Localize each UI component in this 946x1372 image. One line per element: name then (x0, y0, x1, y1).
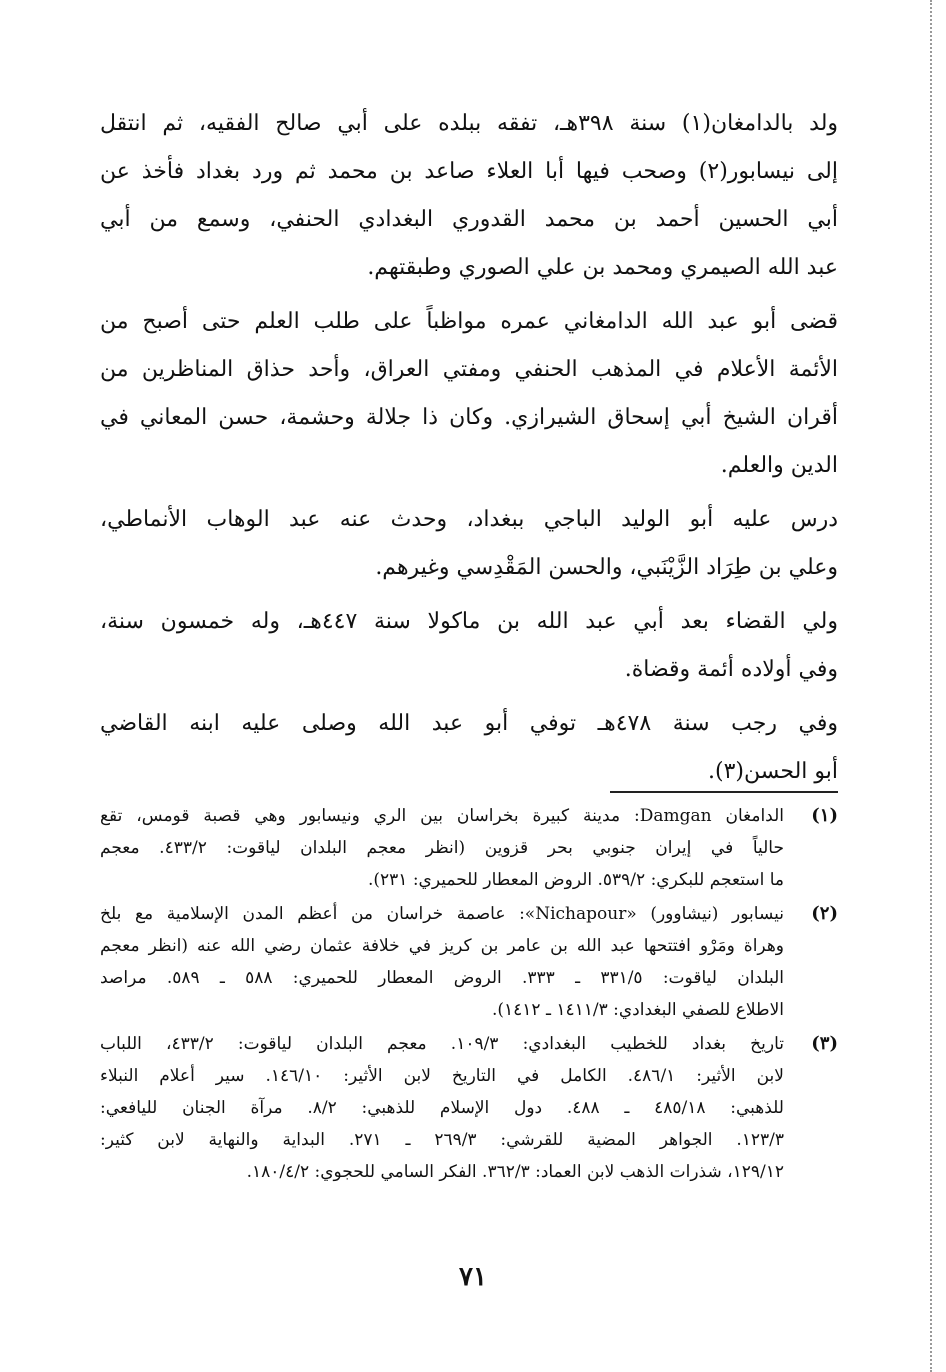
main-text (100, 100, 838, 802)
paragraph (100, 598, 838, 694)
footnote-line: نيسابور (نيشاوور) «Nichapour»: عاصمة خراسان من أعظم المدن الإسلامية مع بلخ (100, 904, 784, 924)
footnote-line: ١٢٩/١٢، شذرات الذهب لابن العماد: ٣٦٢/٣. الفكر السامي للحجوي: ١٨٠/٤/٢. (246, 1162, 784, 1182)
text-line: وفي رجب سنة ٤٧٨هـ توفي أبو عبد الله وصلى عليه ابنه القاضي (100, 711, 838, 736)
text-line: وعلي بن طِرَاد الزَّيْنَبي، والحسن المَقْدِسي وغيرهم. (375, 555, 838, 580)
text-line: أبي الحسين أحمد بن محمد القدوري البغدادي الحنفي، وسمع من أبي (100, 207, 838, 232)
footnotes (100, 800, 838, 1190)
footnote (100, 1028, 838, 1188)
page-edge-dotted-border (930, 0, 932, 1372)
text-line: وفي أولاده أئمة وقضاة. (624, 657, 838, 682)
text-line: أبو الحسن(٣). (708, 759, 838, 784)
footnote-separator (610, 791, 838, 793)
footnote-line: ما استعجم للبكري: ٥٣٩/٢. الروض المعطار للحميري: ٢٣١). (367, 870, 784, 890)
text-line: الأئمة الأعلام في المذهب الحنفي ومفتي العراق، وأحد حذاق المناظرين من (100, 357, 838, 382)
footnote-line: الاطلاع للصفي البغدادي: ١٤١١/٣ ـ ١٤١٢). (491, 1000, 784, 1020)
text-line: قضى أبو عبد الله الدامغاني عمره مواظباً على طلب العلم حتى أصبح من (100, 309, 838, 334)
page-number: ٧١ (459, 1262, 487, 1292)
footnote-line: للذهبي: ٤٨٥/١٨ ـ ٤٨٨. دول الإسلام للذهبي: ٨/٢. مرآة الجنان لليافعي: (100, 1098, 784, 1118)
footnote-number: (٣) (811, 1033, 838, 1054)
footnote-line: وهراة ومَرْو افتتحها عبد الله بن عامر بن كريز في خلافة عثمان رضي الله عنه (انظر معجم (100, 936, 784, 956)
text-line: أقران الشيخ أبي إسحاق الشيرازي. وكان ذا جلالة وحشمة، حسن المعاني في (100, 405, 838, 430)
footnote (100, 800, 838, 896)
footnote-line: الدامغان Damgan: مدينة كبيرة بخراسان بين الري ونيسابور وهي قصبة قومس، تقع (100, 806, 784, 826)
footnote-line: تاريخ بغداد للخطيب البغدادي: ١٠٩/٣. معجم البلدان لياقوت: ٤٣٣/٢، اللباب (100, 1034, 784, 1054)
paragraph (100, 100, 838, 292)
footnote-line: البلدان لياقوت: ٣٣١/٥ ـ ٣٣٣. الروض المعطار للحميري: ٥٨٨ ـ ٥٨٩. مراصد (100, 968, 785, 988)
paragraph (100, 496, 838, 592)
footnote-number: (٢) (811, 903, 838, 924)
footnote-number: (١) (811, 805, 838, 826)
footnote-line: حالياً في إيران جنوبي بحر قزوين (انظر معجم البلدان لياقوت: ٤٣٣/٢. معجم (100, 838, 784, 858)
text-line: إلى نيسابور(٢) وصحب فيها أبا العلاء صاعد بن محمد ثم ورد بغداد فأخذ عن (100, 159, 838, 184)
text-line: ولد بالدامغان(١) سنة ٣٩٨هـ، تفقه ببلده على أبي صالح الفقيه، ثم انتقل (100, 111, 839, 136)
text-line: ولي القضاء بعد أبي عبد الله بن ماكولا سنة ٤٤٧هـ، وله خمسون سنة، (100, 609, 838, 634)
text-line: الدين والعلم. (720, 453, 838, 478)
text-line: عبد الله الصيمري ومحمد بن علي الصوري وطبقتهم. (367, 255, 838, 280)
text-line: درس عليه أبو الوليد الباجي ببغداد، وحدث عنه عبد الوهاب الأنماطي، (100, 507, 838, 532)
paragraph (100, 298, 838, 490)
footnote (100, 898, 838, 1026)
footnote-line: ١٢٣/٣. الجواهر المضية للقرشي: ٢٦٩/٣ ـ ٢٧١. البداية والنهاية لابن كثير: (100, 1130, 784, 1150)
paragraph (100, 700, 838, 796)
footnote-line: لابن الأثير: ٤٨٦/١. الكامل في التاريخ لابن الأثير: ١٤٦/١٠. سير أعلام النبلاء (100, 1066, 784, 1086)
